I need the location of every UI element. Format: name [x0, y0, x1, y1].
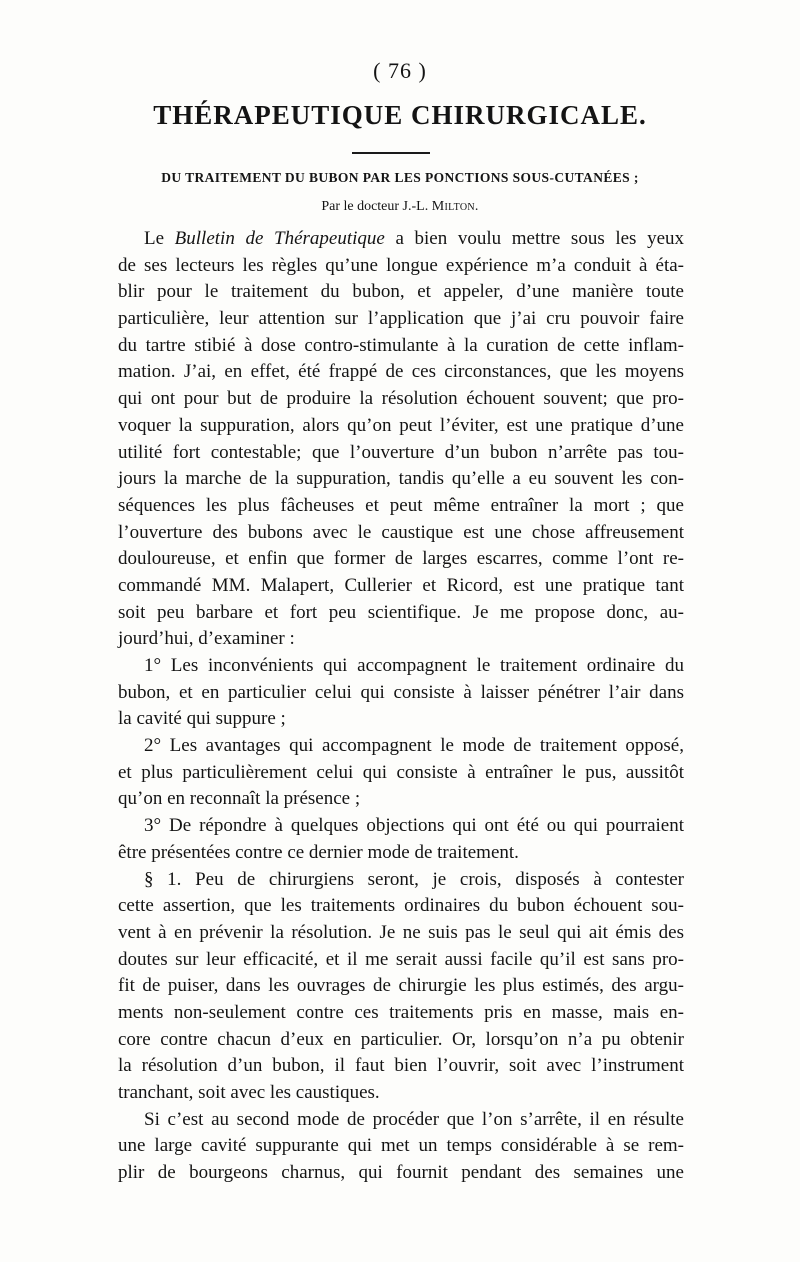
- text-line: plir de bourgeons charnus, qui fournit pendant des semaines une: [118, 1162, 684, 1184]
- text-line: être présentées contre ce dernier mode de traitement.: [118, 841, 519, 863]
- article-body: [118, 226, 684, 1187]
- text-line: doutes sur leur efficacité, et il me serait aussi facile qu’il est sans pro-: [118, 948, 684, 970]
- text-line: 1° Les inconvénients qui accompagnent le traitement ordinaire du: [144, 655, 684, 676]
- text-fragment: a bien voulu mettre sous les yeux: [384, 228, 685, 249]
- author-prefix: Par le docteur J.-L.: [321, 199, 432, 214]
- text-line: douloureuse, et enfin que former de larges escarres, comme l’ont re-: [118, 548, 684, 570]
- text-line: bubon, et en particulier celui qui consiste à laisser pénétrer l’air dans: [118, 681, 684, 703]
- text-line: cette assertion, que les traitements ordinaires du bubon échouent sou-: [118, 895, 684, 917]
- text-line: la cavité qui suppure ;: [118, 708, 286, 730]
- title-divider: [352, 152, 430, 154]
- text-line: 3° De répondre à quelques objections qui ont été ou qui pourraient: [144, 815, 684, 837]
- text-line: utilité fort contestable; que l’ouverture d’un bubon n’arrête pas tou-: [118, 441, 684, 463]
- text-line: jourd’hui, d’examiner :: [118, 628, 295, 650]
- text-fragment: Le: [144, 228, 175, 249]
- article-title: DU TRAITEMENT DU BUBON PAR LES PONCTIONS SOUS-CUTANÉES ;: [161, 170, 639, 185]
- text-line: la résolution d’un bubon, il faut bien l’ouvrir, soit avec l’instrument: [118, 1055, 684, 1077]
- text-line: vent à en prévenir la résolution. Je ne suis pas le seul qui ait émis des: [118, 921, 684, 943]
- text-line: de ses lecteurs les règles qu’une longue expérience m’a conduit à éta-: [118, 254, 684, 276]
- page-number: ( 76 ): [373, 58, 427, 83]
- text-line: séquences les plus fâcheuses et peut même entraîner la mort ; que: [118, 494, 684, 516]
- text-line: jours la marche de la suppuration, tandis qu’elle a eu souvent les con-: [118, 468, 684, 490]
- text-line: blir pour le traitement du bubon, et appeler, d’une manière toute: [118, 281, 684, 303]
- text-line: du tartre stibié à dose contro-stimulante à la curation de cette inflam-: [118, 334, 684, 356]
- text-line: [118, 226, 684, 253]
- author-name: Milton.: [431, 199, 479, 214]
- text-line: et plus particulièrement celui qui consiste à entraîner le pus, aussitôt: [118, 761, 684, 783]
- text-line: l’ouverture des bubons avec le caustique est une chose affreusement: [118, 521, 684, 543]
- text-line: mation. J’ai, en effet, été frappé de ces circonstances, que les moyens: [118, 361, 684, 383]
- journal-title-italic: Bulletin de Thérapeutique: [174, 228, 385, 249]
- text-line: particulière, leur attention sur l’application que j’ai cru pouvoir faire: [118, 308, 684, 330]
- text-line: qu’on en reconnaît la présence ;: [118, 788, 361, 810]
- text-line: core contre chacun d’eux en particulier. Or, lorsqu’on n’a pu obtenir: [118, 1028, 684, 1050]
- text-line: tranchant, soit avec les caustiques.: [118, 1082, 380, 1103]
- text-line: 2° Les avantages qui accompagnent le mode de traitement opposé,: [144, 735, 684, 757]
- text-line: qui ont pour but de produire la résolution échouent souvent; que pro-: [118, 388, 684, 410]
- text-line: § 1. Peu de chirurgiens seront, je crois, disposés à contester: [144, 868, 684, 890]
- text-line: une large cavité suppurante qui met un temps considérable à se rem-: [118, 1135, 684, 1157]
- author-byline: [0, 199, 800, 215]
- text-line: commandé MM. Malapert, Cullerier et Ricord, est une pratique tant: [118, 574, 684, 596]
- text-line: fit de puiser, dans les ouvrages de chirurgie les plus estimés, des argu-: [118, 975, 684, 997]
- text-line: ments non-seulement contre ces traitements pris en masse, mais en-: [118, 1001, 684, 1023]
- text-line: Si c’est au second mode de procéder que l’on s’arrête, il en résulte: [144, 1108, 684, 1130]
- section-title: THÉRAPEUTIQUE CHIRURGICALE.: [153, 100, 647, 130]
- text-line: soit peu barbare et fort peu scientifique. Je me propose donc, au-: [118, 601, 684, 623]
- text-line: voquer la suppuration, alors qu’on peut l’éviter, est une pratique d’une: [118, 414, 684, 436]
